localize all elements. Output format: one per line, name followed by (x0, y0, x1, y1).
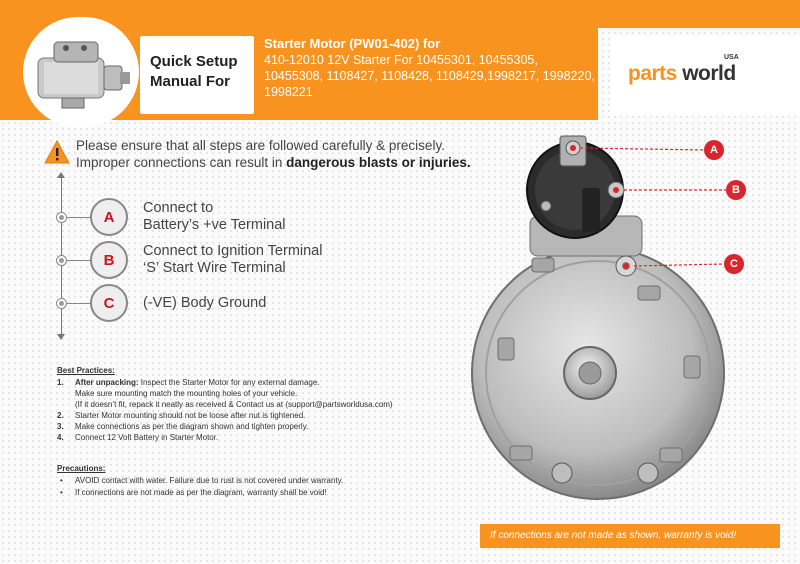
list-item-text: Starter Motor mounting should not be loose after nut is tightened. (75, 411, 306, 420)
best-practices (57, 365, 457, 443)
warranty-banner (480, 524, 780, 548)
logo-world-text: world (682, 62, 736, 85)
step-a-line2: Battery’s +ve Terminal (143, 217, 286, 233)
step-a-badge: A (90, 198, 128, 236)
list-item-subtext: (If it doesn’t fit, repack it neatly as received & Contact us at (support@partsworldusa.com) (75, 400, 393, 409)
best-practices-heading: Best Practices: (57, 366, 115, 375)
list-item-subtext: Make sure mounting match the mounting holes of your vehicle. (75, 389, 298, 398)
header (0, 0, 800, 125)
starter-motor-photo (470, 128, 800, 528)
list-item (57, 432, 457, 443)
callout-a: A (704, 140, 724, 160)
list-item-number: 2. (57, 411, 64, 420)
product-thumbnail (26, 20, 136, 124)
warning-line1: Please ensure that all steps are followed carefully & precisely. (76, 138, 445, 153)
timeline-arrow-down-icon (57, 334, 65, 340)
product-title (264, 36, 598, 100)
list-item-number: 3. (57, 422, 64, 431)
step-b-connector (67, 260, 92, 261)
step-a (56, 198, 356, 238)
list-item (57, 475, 457, 487)
step-b (56, 241, 356, 281)
step-b-label (143, 243, 322, 277)
callout-b: B (726, 180, 746, 200)
step-b-dot (56, 255, 67, 266)
step-b-line1: Connect to Ignition Terminal (143, 243, 323, 259)
warning-line2-text: Improper connections can result in (76, 155, 287, 170)
list-item (57, 487, 457, 499)
list-item-number: 1. (57, 378, 64, 387)
warning-line2-bold: dangerous blasts or injuries. (286, 155, 471, 170)
list-item-text: Make connections as per the diagram shown and tighten properly. (75, 422, 309, 431)
step-a-line1: Connect to (143, 200, 214, 216)
list-item-bold: After unpacking: (75, 378, 139, 387)
bullet-icon: • (60, 476, 63, 485)
list-item-text: Connect 12 Volt Battery in Starter Motor. (75, 433, 219, 442)
bullet-icon: • (60, 488, 63, 497)
list-item-text: Inspect the Starter Motor for any external damage. (138, 378, 320, 387)
list-item (57, 421, 457, 432)
list-item-number: 4. (57, 433, 64, 442)
step-b-badge: B (90, 241, 128, 279)
list-item (57, 410, 457, 421)
precautions-heading: Precautions: (57, 464, 106, 473)
step-b-line2: ‘S’ Start Wire Terminal (143, 260, 286, 276)
starter-motor-icon (470, 128, 800, 528)
warning-icon (44, 140, 70, 164)
timeline-arrow-up-icon (57, 172, 65, 178)
warning-message (76, 137, 471, 171)
list-item-text: AVOID contact with water. Failure due to rust is not covered under warranty. (75, 476, 344, 485)
step-a-connector (67, 217, 92, 218)
logo-usa-text: USA (724, 54, 739, 61)
list-item-text: If connections are not made as per the diagram, warranty shall be void! (75, 488, 327, 497)
warning-line2 (76, 154, 471, 171)
precautions (57, 463, 457, 499)
list-item (57, 377, 457, 388)
callout-c: C (724, 254, 744, 274)
step-a-label (143, 200, 286, 234)
step-a-dot (56, 212, 67, 223)
step-c-badge: C (90, 284, 128, 322)
starter-motor-thumbnail-icon (26, 20, 136, 124)
brand-logo (628, 62, 736, 86)
warranty-text: If connections are not made as shown, warranty is void! (490, 530, 737, 541)
step-c-connector (67, 303, 92, 304)
product-title-line1: Starter Motor (PW01-402) for (264, 36, 441, 51)
step-c-dot (56, 298, 67, 309)
product-title-line2: 410-12010 12V Starter For 10455301, 10455305, 10455308, 1108427, 1108428, 1108429,1998217, 1998220, 1998221 (264, 53, 595, 99)
quick-setup-heading: Quick Setup Manual For (150, 52, 254, 92)
step-c-label: (-VE) Body Ground (143, 295, 267, 311)
logo-parts-text: parts (628, 62, 677, 85)
step-c (56, 284, 356, 324)
